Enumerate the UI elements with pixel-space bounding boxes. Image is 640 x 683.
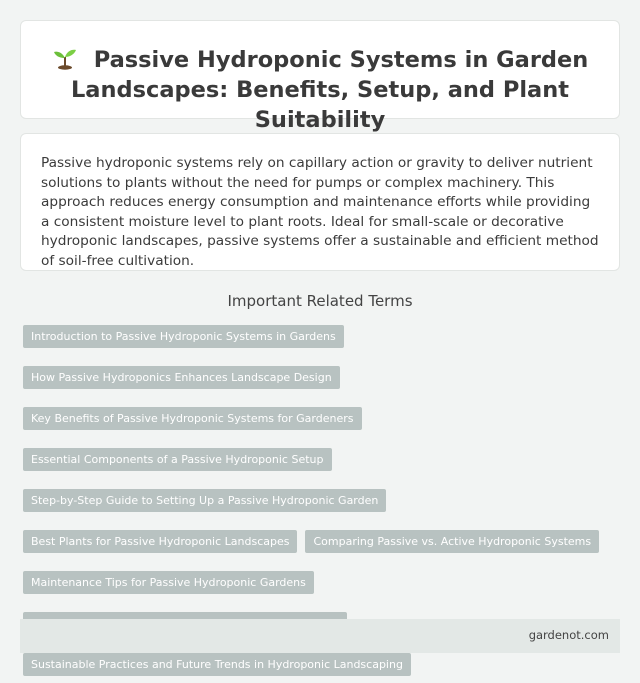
term-tag[interactable]: Best Plants for Passive Hydroponic Landscapes [23, 530, 297, 553]
description-card [20, 133, 620, 271]
term-tag[interactable]: How Passive Hydroponics Enhances Landscape Design [23, 366, 340, 389]
description-text: Passive hydroponic systems rely on capillary action or gravity to deliver nutrient solutions to plants without the need for pumps or complex machinery. This approach reduces energy consumption and maintenance efforts while providing a consistent moisture level to plant roots. Ideal for small-scale or decorative hydroponic landscapes, passive systems offer a sustainable and efficient method of soil-free cultivation. [41, 155, 599, 269]
term-tag[interactable]: Sustainable Practices and Future Trends in Hydroponic Landscaping [23, 653, 411, 676]
title-card [20, 20, 620, 133]
site-link[interactable]: gardenot.com [528, 628, 609, 642]
related-terms-heading: Important Related Terms [227, 292, 413, 310]
term-tag[interactable]: Introduction to Passive Hydroponic Systems in Gardens [23, 325, 344, 348]
footer [20, 619, 620, 653]
title-line-1: Passive Hydroponic Systems in Garden [93, 47, 589, 73]
term-tag[interactable]: Essential Components of a Passive Hydroponic Setup [23, 448, 332, 471]
seedling-icon [52, 46, 78, 70]
title-line-2: Landscapes: Benefits, Setup, and Plant Suitability [70, 77, 570, 133]
term-tag[interactable]: Maintenance Tips for Passive Hydroponic Gardens [23, 571, 314, 594]
term-tag[interactable]: Key Benefits of Passive Hydroponic Systems for Gardeners [23, 407, 362, 430]
page-title [21, 45, 619, 135]
term-tag[interactable]: Comparing Passive vs. Active Hydroponic Systems [305, 530, 599, 553]
term-tag[interactable]: Step-by-Step Guide to Setting Up a Passive Hydroponic Garden [23, 489, 386, 512]
